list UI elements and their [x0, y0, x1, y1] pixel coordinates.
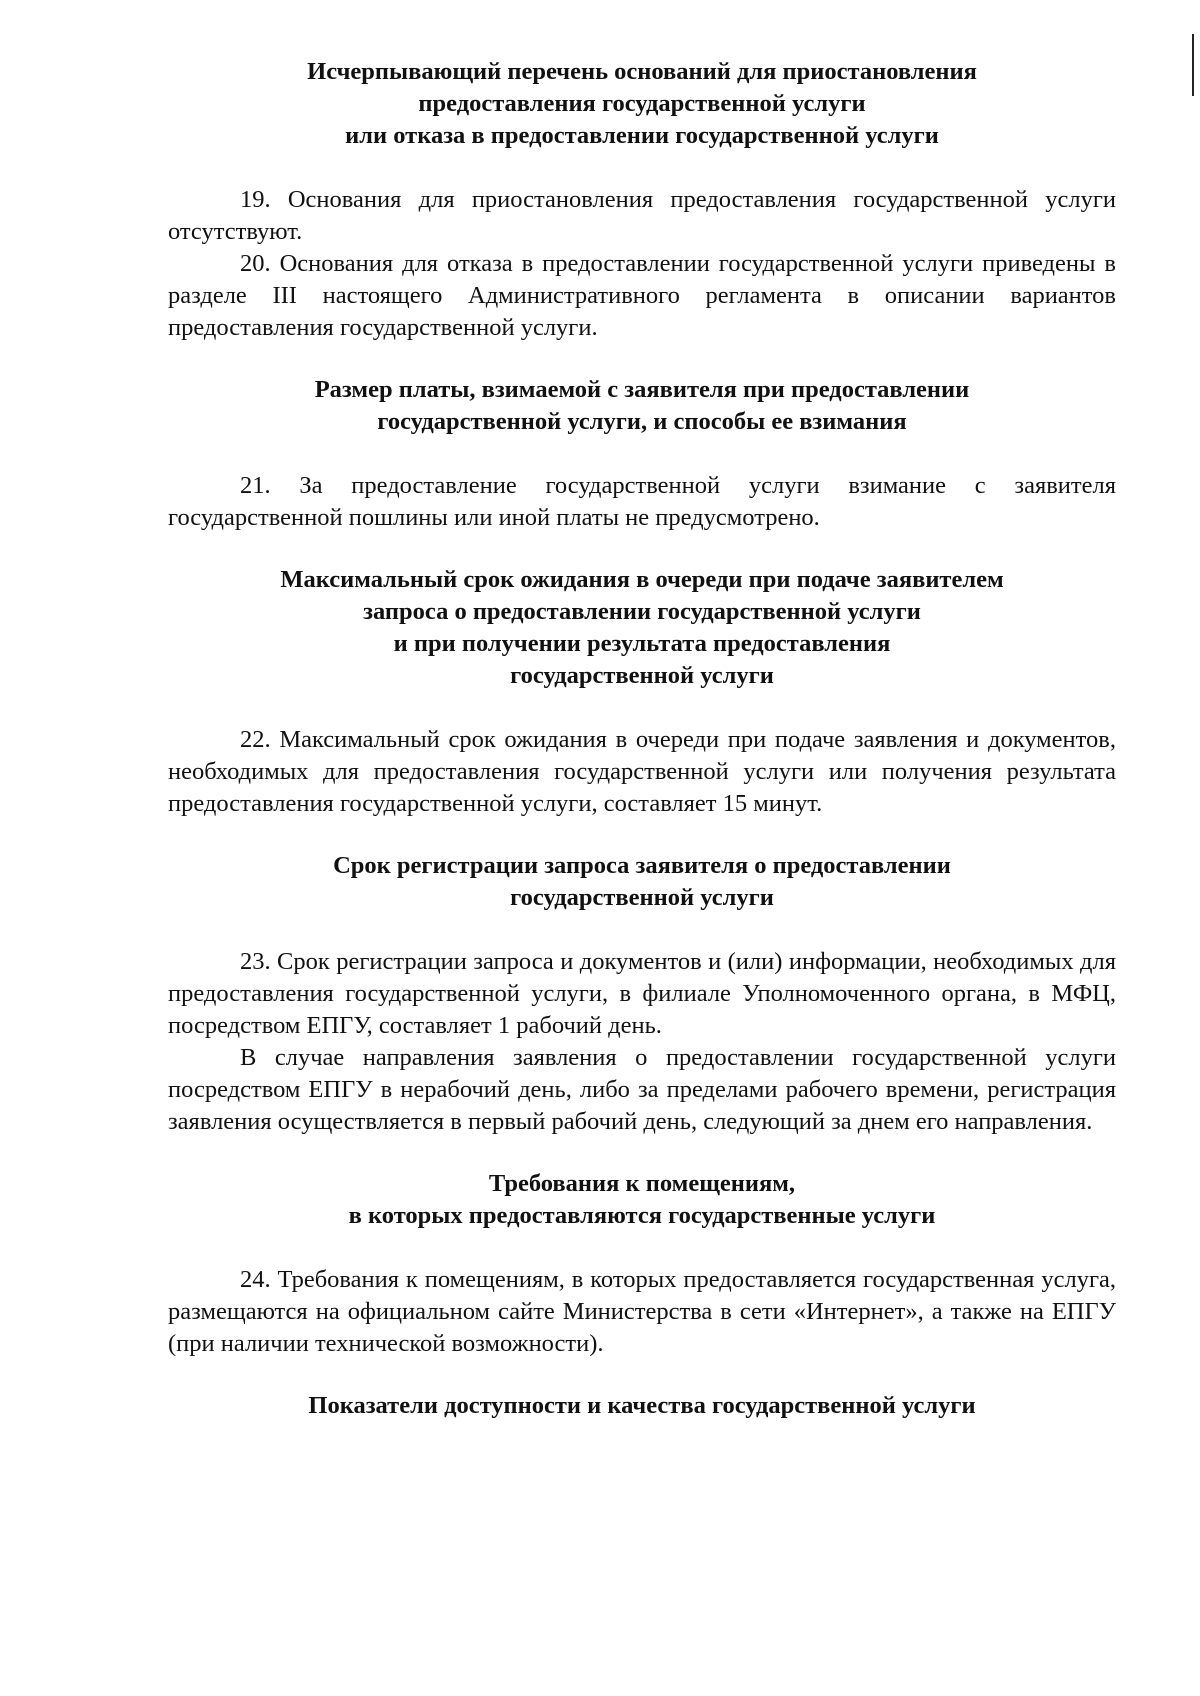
heading-line: государственной услуги [510, 662, 774, 689]
section-quality-indicators [168, 1390, 1116, 1422]
section-heading [168, 564, 1116, 692]
heading-line: Показатели доступности и качества государственной услуги [308, 1392, 976, 1419]
paragraph-19: 19. Основания для приостановления предоставления государственной услуги отсутствуют. [168, 186, 1116, 245]
section-registration-time [168, 850, 1116, 1138]
heading-line: Требования к помещениям, [488, 1170, 796, 1197]
section-heading [168, 56, 1116, 152]
heading-line: запроса о предоставлении государственной услуги [363, 598, 921, 625]
section-heading [168, 850, 1116, 914]
section-queue-time [168, 564, 1116, 820]
paragraph-23-continued: В случае направления заявления о предоставлении государственной услуги посредством ЕПГУ в нерабочий день, либо за пределами рабочего времени, регистрация заявления осуществляется в первый рабочий день, следующий за днем его направления. [168, 1044, 1116, 1135]
heading-line: Размер платы, взимаемой с заявителя при предоставлении [314, 376, 970, 403]
paragraph-20: 20. Основания для отказа в предоставлении государственной услуги приведены в разделе III настоящего Административного регламента в описании вариантов предоставления государственной услуги. [168, 250, 1116, 341]
heading-line: Срок регистрации запроса заявителя о предоставлении [333, 852, 951, 879]
section-premises-requirements [168, 1168, 1116, 1360]
section-suspension-grounds [168, 56, 1116, 344]
heading-line: или отказа в предоставлении государственной услуги [345, 122, 939, 149]
heading-line: государственной услуги, и способы ее взимания [377, 408, 907, 435]
heading-line: предоставления государственной услуги [418, 90, 866, 117]
paragraph-24: 24. Требования к помещениям, в которых предоставляется государственная услуга, размещаются на официальном сайте Министерства в сети «Интернет», а также на ЕПГУ (при наличии технической возможности). [168, 1266, 1116, 1357]
paragraph-22: 22. Максимальный срок ожидания в очереди при подаче заявления и документов, необходимых для предоставления государственной услуги или получения результата предоставления государственной услуги, составляет 15 минут. [168, 726, 1116, 817]
section-fee [168, 374, 1116, 534]
page-edge-mark [1192, 34, 1200, 96]
document-page [168, 56, 1116, 1422]
heading-line: Исчерпывающий перечень оснований для приостановления [307, 58, 977, 85]
paragraph-23: 23. Срок регистрации запроса и документов и (или) информации, необходимых для предоставления государственной услуги, в филиале Уполномоченного органа, в МФЦ, посредством ЕПГУ, составляет 1 рабочий день. [168, 948, 1116, 1039]
section-heading [168, 1168, 1116, 1232]
section-heading [168, 1390, 1116, 1422]
paragraph-21: 21. За предоставление государственной услуги взимание с заявителя государственной пошлины или иной платы не предусмотрено. [168, 472, 1116, 531]
heading-line: Максимальный срок ожидания в очереди при подаче заявителем [280, 566, 1004, 593]
heading-line: государственной услуги [510, 884, 774, 911]
heading-line: в которых предоставляются государственные услуги [348, 1202, 936, 1229]
heading-line: и при получении результата предоставления [393, 630, 891, 657]
section-heading [168, 374, 1116, 438]
